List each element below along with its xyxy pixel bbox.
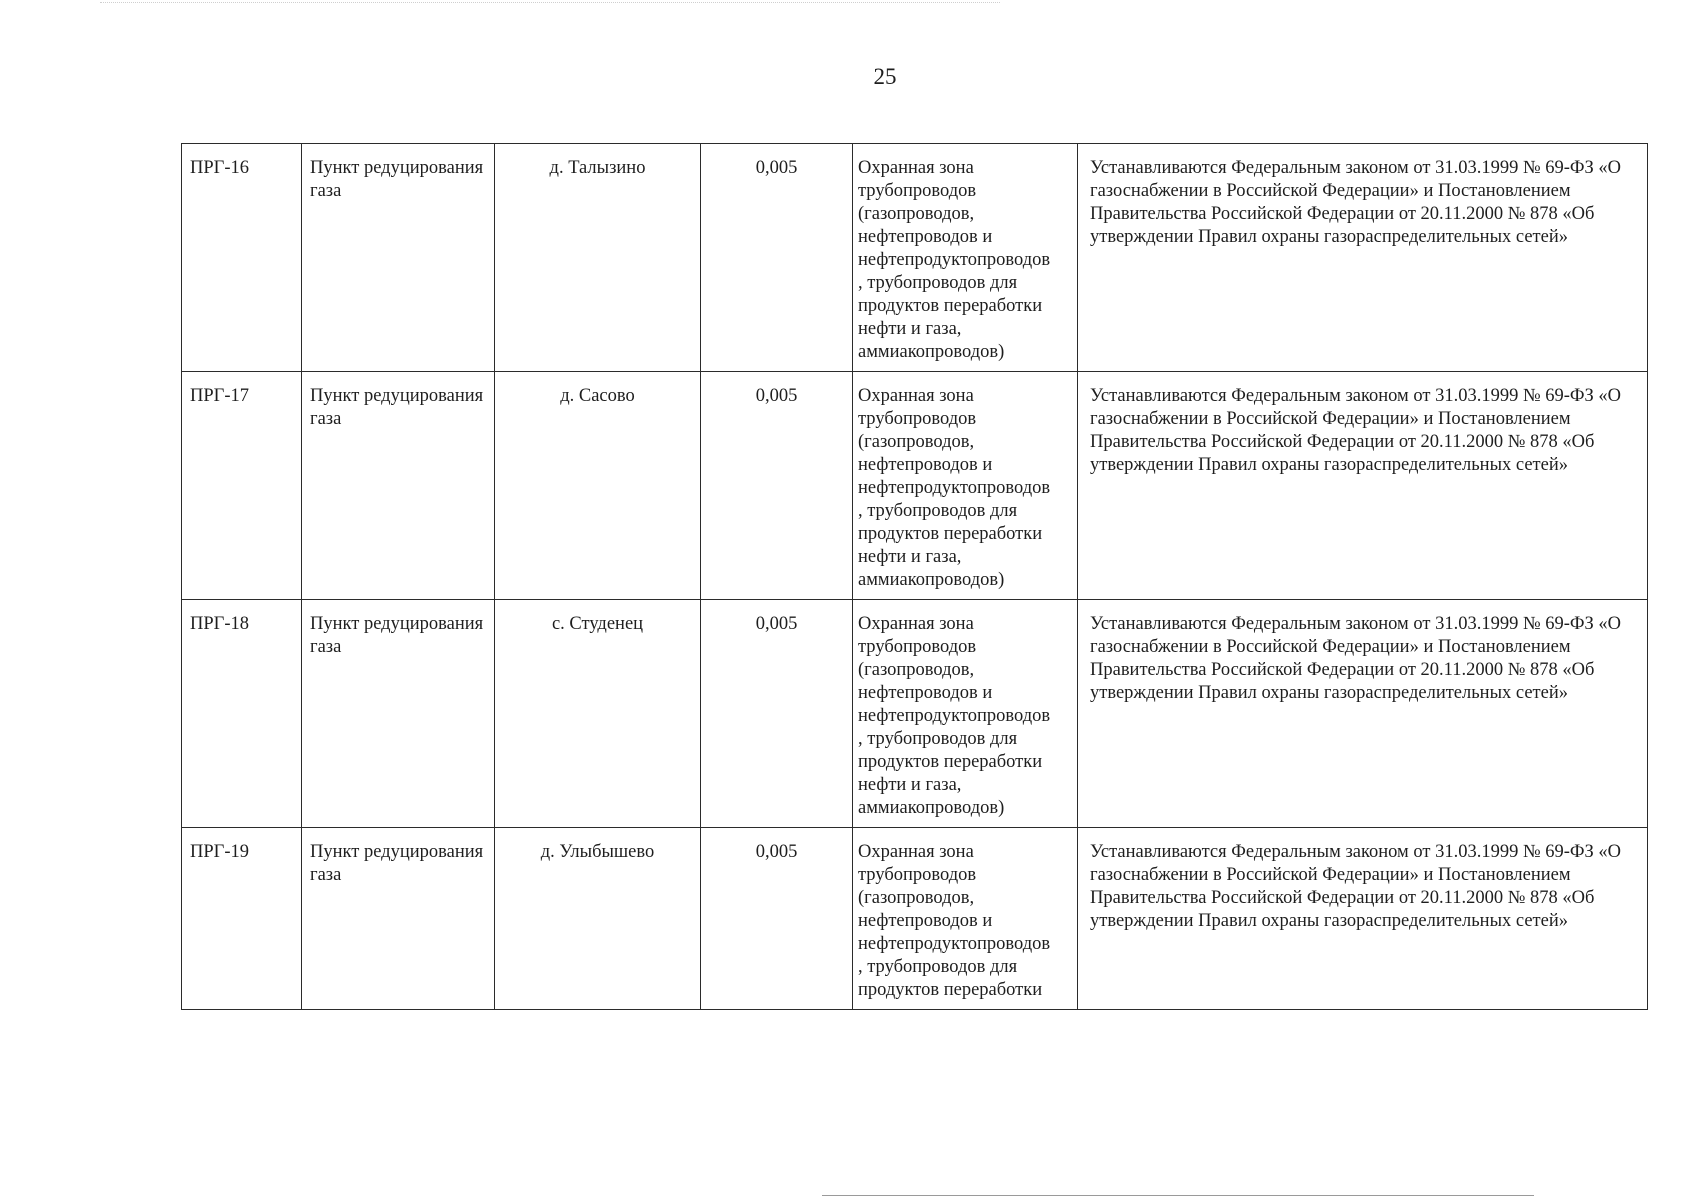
zone-line: (газопроводов, — [858, 204, 975, 224]
zone-line: (газопроводов, — [858, 888, 975, 908]
zone-line: нефти и газа, — [858, 775, 962, 795]
zone-line: продуктов переработки — [858, 524, 1043, 544]
zone-line: нефтепроводов и — [858, 683, 993, 703]
zone-line: нефтепроводов и — [858, 911, 993, 931]
zone-line: трубопроводов — [858, 181, 977, 201]
zones-table — [181, 143, 1648, 1010]
object-name: Пункт редуцирования газа — [302, 600, 495, 828]
zone-line: нефти и газа, — [858, 547, 962, 567]
zone-line: продуктов переработки — [858, 296, 1043, 316]
object-name: Пункт редуцирования газа — [302, 372, 495, 600]
zone-line: нефтепроводов и — [858, 455, 993, 475]
zone-line: продуктов переработки — [858, 980, 1043, 1000]
legal-basis: Устанавливаются Федеральным законом от 31.03.1999 № 69-ФЗ «О газоснабжении в Российской Федерации» и Постановлением Правительства Российской Федерации от 20.11.2000 № 878 «Об утверждении Правил охраны газораспределительных сетей» — [1078, 600, 1648, 828]
zone-line: нефтепродуктопроводов — [858, 706, 1051, 726]
scan-artifact-top — [100, 2, 1000, 4]
object-area: 0,005 — [701, 372, 853, 600]
zone-line: (газопроводов, — [858, 660, 975, 680]
legal-basis: Устанавливаются Федеральным законом от 31.03.1999 № 69-ФЗ «О газоснабжении в Российской Федерации» и Постановлением Правительства Российской Федерации от 20.11.2000 № 878 «Об утверждении Правил охраны газораспределительных сетей» — [1078, 828, 1648, 1010]
legal-basis: Устанавливаются Федеральным законом от 31.03.1999 № 69-ФЗ «О газоснабжении в Российской Федерации» и Постановлением Правительства Российской Федерации от 20.11.2000 № 878 «Об утверждении Правил охраны газораспределительных сетей» — [1078, 144, 1648, 372]
zone-line: Охранная зона — [858, 614, 974, 634]
table-row — [182, 372, 1648, 600]
zone-line: нефтепроводов и — [858, 227, 993, 247]
object-area: 0,005 — [701, 828, 853, 1010]
table-row — [182, 144, 1648, 372]
object-name: Пункт редуцирования газа — [302, 144, 495, 372]
table-row — [182, 828, 1648, 1010]
object-area: 0,005 — [701, 144, 853, 372]
page-number: 25 — [873, 64, 897, 89]
zone-line: аммиакопроводов) — [858, 798, 1005, 818]
object-name: Пункт редуцирования газа — [302, 828, 495, 1010]
object-location: д. Талызино — [495, 144, 701, 372]
zone-line: Охранная зона — [858, 842, 974, 862]
object-location: с. Студенец — [495, 600, 701, 828]
object-location: д. Сасово — [495, 372, 701, 600]
zone-line: Охранная зона — [858, 386, 974, 406]
zone-line: аммиакопроводов) — [858, 570, 1005, 590]
zone-line: , трубопроводов для — [858, 501, 1018, 521]
zone-line: нефтепродуктопроводов — [858, 478, 1051, 498]
object-code: ПРГ-18 — [182, 600, 302, 828]
zone-line: Охранная зона — [858, 158, 974, 178]
object-code: ПРГ-16 — [182, 144, 302, 372]
object-code: ПРГ-19 — [182, 828, 302, 1010]
object-location: д. Улыбышево — [495, 828, 701, 1010]
zone-line: , трубопроводов для — [858, 273, 1018, 293]
object-code: ПРГ-17 — [182, 372, 302, 600]
zone-line: нефтепродуктопроводов — [858, 934, 1051, 954]
zone-line: нефти и газа, — [858, 319, 962, 339]
scan-artifact-bottom-line — [822, 1195, 1534, 1196]
legal-basis: Устанавливаются Федеральным законом от 31.03.1999 № 69-ФЗ «О газоснабжении в Российской Федерации» и Постановлением Правительства Российской Федерации от 20.11.2000 № 878 «Об утверждении Правил охраны газораспределительных сетей» — [1078, 372, 1648, 600]
zone-line: , трубопроводов для — [858, 729, 1018, 749]
zone-line: аммиакопроводов) — [858, 342, 1005, 362]
zone-line: продуктов переработки — [858, 752, 1043, 772]
zone-type — [853, 372, 1078, 600]
zone-line: , трубопроводов для — [858, 957, 1018, 977]
table-row — [182, 600, 1648, 828]
zone-type — [853, 144, 1078, 372]
zone-line: нефтепродуктопроводов — [858, 250, 1051, 270]
zone-line: трубопроводов — [858, 865, 977, 885]
zone-line: трубопроводов — [858, 637, 977, 657]
object-area: 0,005 — [701, 600, 853, 828]
zone-line: трубопроводов — [858, 409, 977, 429]
zone-line: (газопроводов, — [858, 432, 975, 452]
zone-type — [853, 828, 1078, 1010]
zone-type — [853, 600, 1078, 828]
